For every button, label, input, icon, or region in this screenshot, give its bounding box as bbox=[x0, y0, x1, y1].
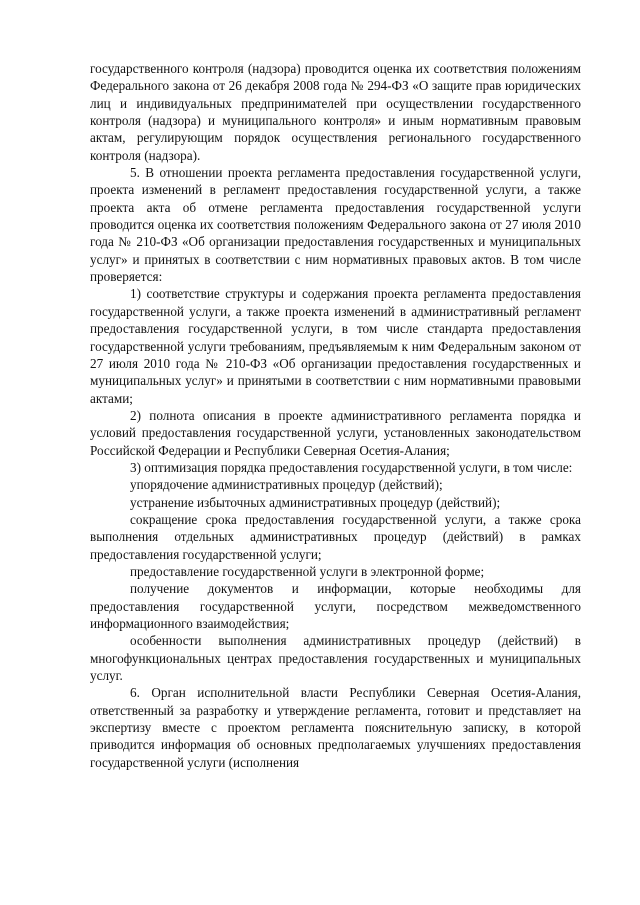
list-item-1: 1) соответствие структуры и содержания проекта регламента предоставления государственной услуги, а также проекта изменений в административный регламент предоставления государственной услуги, в том числе стандарта предоставления государственной услуги требованиям, предъявляемым к ним Федеральным законом от 27 июля 2010 года № 210-ФЗ «Об организации предоставления государственных и муниципальных услуг» и принятыми в соответствии с ним нормативными правовыми актами; bbox=[90, 286, 581, 406]
document-body bbox=[90, 60, 581, 771]
list-item-3: 3) оптимизация порядка предоставления государственной услуги, в том числе: bbox=[130, 459, 573, 475]
sub-item-mfc: особенности выполнения административных процедур (действий) в многофункциональных центрах предоставления государственных и муниципальных услуг. bbox=[90, 633, 581, 684]
sub-item-ordering: упорядочение административных процедур (действий); bbox=[130, 477, 443, 493]
paragraph-continuation: государственного контроля (надзора) проводится оценка их соответствия положениям Федерального закона от 26 декабря 2008 года № 294-ФЗ «О защите прав юридических лиц и индивидуальных предпринимателей при осуществлении государственного контроля (надзора) и муниципального контроля» и иным нормативным правовым актам, регулирующим порядок осуществления регионального государственного контроля (надзора). bbox=[90, 61, 581, 163]
sub-item-electronic: предоставление государственной услуги в электронной форме; bbox=[130, 563, 485, 579]
sub-item-elimination: устранение избыточных административных процедур (действий); bbox=[130, 494, 501, 510]
sub-item-reduction: сокращение срока предоставления государственной услуги, а также срока выполнения отдельных административных процедур (действий) в рамках предоставления государственной услуги; bbox=[90, 511, 581, 562]
paragraph-6: 6. Орган исполнительной власти Республики Северная Осетия-Алания, ответственный за разработку и утверждение регламента, готовит и представляет на экспертизу вместе с проектом регламента пояснительную записку, в которой приводится информация об основных предполагаемых улучшениях предоставления государственной услуги (исполнения bbox=[90, 685, 581, 770]
paragraph-5: 5. В отношении проекта регламента предоставления государственной услуги, проекта изменений в регламент предоставления государственной услуги, а также проекта акта об отмене регламента предоставления государственной услуги проводится оценка их соответствия положениям Федерального закона от 27 июля 2010 года № 210-ФЗ «Об организации предоставления государственных и муниципальных услуг» и принятых в соответствии с ним нормативных правовых актов. В том числе проверяется: bbox=[90, 165, 581, 285]
sub-item-documents: получение документов и информации, которые необходимы для предоставления государственной услуги, посредством межведомственного информационного взаимодействия; bbox=[90, 581, 581, 631]
list-item-2: 2) полнота описания в проекте административного регламента порядка и условий предоставления государственной услуги, установленных законодательством Российской Федерации и Республики Северная Осетия-Алания; bbox=[90, 407, 581, 458]
